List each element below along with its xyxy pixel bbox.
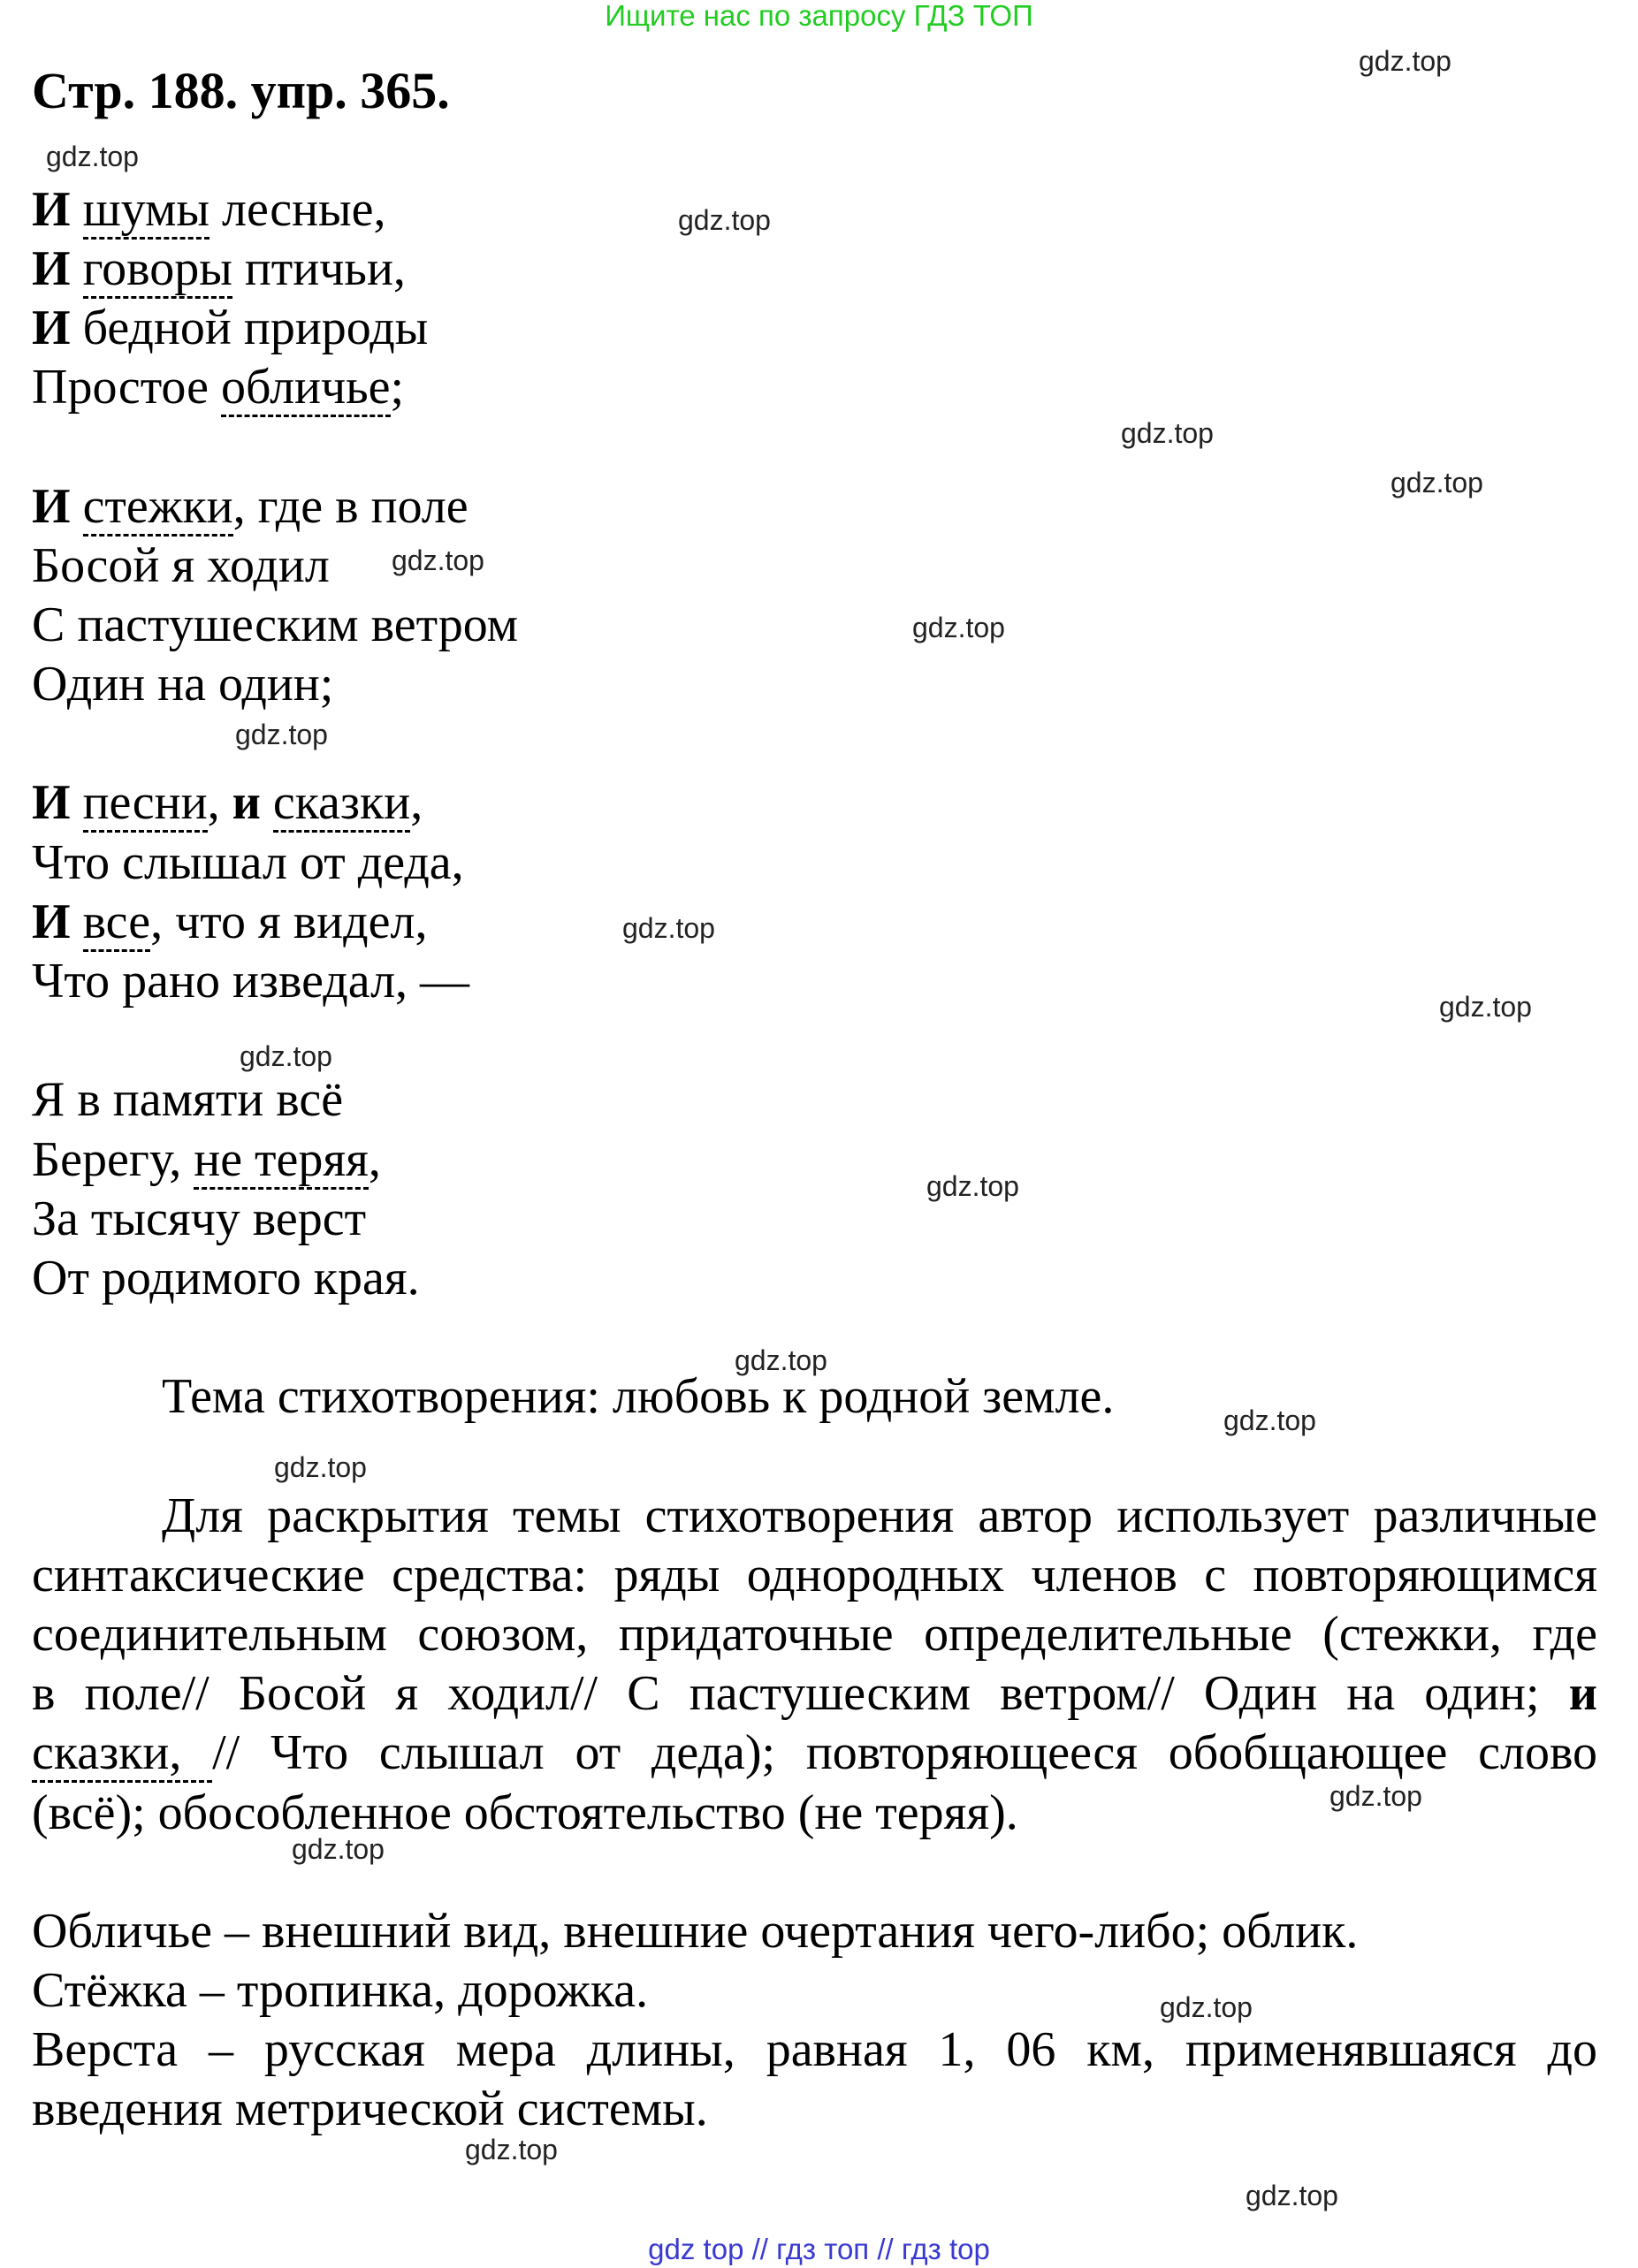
- page-title: Стр. 188. упр. 365.: [32, 62, 450, 119]
- text-segment: бедной природы: [70, 301, 429, 355]
- watermark: gdz.top: [392, 544, 484, 577]
- text-segment: [71, 775, 83, 830]
- text-segment: введения метрической системы.: [32, 2082, 708, 2136]
- bold-conjunction: И: [32, 894, 71, 949]
- poem-line: [32, 893, 427, 952]
- text-segment: соединительным союзом, придаточные определительные (стежки, где: [32, 1607, 1597, 1662]
- poem-line: [32, 833, 464, 893]
- paragraph-line: [32, 1664, 1597, 1724]
- text-segment: // Что слышал от деда); повторяющееся обобщающее слово: [212, 1725, 1598, 1780]
- footer-links[interactable]: gdz top // гдз топ // гдз top: [648, 2233, 990, 2265]
- definition-line: [32, 2080, 708, 2139]
- text-segment: Что слышал от деда,: [32, 835, 464, 890]
- poem-line: [32, 596, 518, 655]
- underlined-subject: сказки,: [32, 1725, 212, 1783]
- text-segment: Простое: [32, 360, 221, 415]
- text-segment: (всё); обособленное обстоятельство (не теряя).: [32, 1785, 1018, 1840]
- poem-line: [32, 358, 404, 417]
- bold-conjunction: И: [32, 775, 71, 830]
- text-segment: Верста – русская мера длины, равная 1, 06 км, применявшаяся до: [32, 2022, 1597, 2077]
- poem-line: [32, 537, 330, 596]
- poem-line: [32, 655, 333, 714]
- watermark: gdz.top: [926, 1170, 1019, 1202]
- poem-line: [32, 1130, 381, 1190]
- text-segment: ,: [410, 775, 423, 830]
- watermark: gdz.top: [1246, 2180, 1338, 2212]
- text-segment: Обличье – внешний вид, внешние очертания чего-либо; облик.: [32, 1904, 1359, 1959]
- paragraph-line: [32, 1546, 1597, 1605]
- text-segment: Босой я ходил: [32, 538, 330, 593]
- text-segment: [71, 182, 83, 237]
- poem-line: [32, 1190, 366, 1249]
- text-segment: , где в поле: [232, 479, 469, 534]
- paragraph-line: [162, 1487, 1597, 1546]
- text-segment: Что рано изведал, —: [32, 954, 470, 1008]
- poem-line: [32, 773, 423, 833]
- watermark: gdz.top: [1359, 44, 1451, 77]
- text-segment: С пастушеским ветром: [32, 597, 519, 652]
- underlined-subject: обличье: [221, 360, 391, 417]
- bold-conjunction: И: [32, 301, 71, 355]
- text-segment: От родимого края.: [32, 1251, 420, 1305]
- text-segment: ,: [368, 1132, 381, 1187]
- paragraph-line: [32, 1724, 1597, 1783]
- watermark: gdz.top: [1439, 990, 1532, 1023]
- underlined-subject: не теряя: [194, 1132, 369, 1190]
- watermark: gdz.top: [274, 1450, 367, 1483]
- bold-conjunction: И: [32, 241, 71, 296]
- watermark: gdz.top: [1390, 466, 1483, 499]
- text-segment: Для раскрытия темы стихотворения автор использует различные: [162, 1488, 1597, 1543]
- watermark: gdz.top: [678, 204, 771, 237]
- bold-conjunction: и: [1568, 1666, 1597, 1721]
- text-segment: За тысячу верст: [32, 1191, 367, 1246]
- watermark: gdz.top: [465, 2133, 558, 2165]
- text-segment: Стёжка – тропинка, дорожка.: [32, 1963, 649, 2018]
- poem-line: [32, 240, 406, 299]
- watermark: gdz.top: [735, 1343, 827, 1376]
- paragraph-line: [32, 1605, 1597, 1664]
- underlined-subject: сказки: [273, 775, 410, 833]
- bold-conjunction: И: [32, 479, 71, 534]
- theme-line: Тема стихотворения: любовь к родной земле.: [162, 1369, 1115, 1424]
- underlined-subject: говоры: [83, 241, 232, 299]
- underlined-subject: все: [83, 894, 151, 952]
- text-segment: птичьи,: [232, 241, 406, 296]
- underlined-subject: шумы: [83, 182, 210, 240]
- watermark: gdz.top: [240, 1039, 332, 1072]
- watermark: gdz.top: [1160, 1991, 1253, 2024]
- poem-line: [32, 952, 469, 1011]
- underlined-subject: стежки: [83, 479, 233, 537]
- text-segment: [71, 894, 83, 949]
- text-segment: Один на один;: [32, 657, 334, 712]
- poem-line: [32, 1070, 343, 1130]
- poem-line: [32, 477, 469, 537]
- bold-conjunction: И: [32, 182, 71, 237]
- watermark: gdz.top: [1329, 1779, 1422, 1812]
- text-segment: [261, 775, 273, 830]
- poem-line: [32, 299, 428, 358]
- text-segment: ;: [390, 360, 405, 415]
- poem-line: [32, 180, 386, 240]
- text-segment: , что я видел,: [150, 894, 428, 949]
- watermark: gdz.top: [622, 912, 715, 945]
- search-banner[interactable]: Ищите нас по запросу ГДЗ ТОП: [605, 0, 1033, 32]
- underlined-subject: песни: [83, 775, 208, 833]
- bold-conjunction: и: [232, 775, 261, 830]
- watermark: gdz.top: [292, 1833, 385, 1866]
- poem-line: [32, 1249, 420, 1308]
- text-segment: [71, 479, 83, 534]
- watermark: gdz.top: [46, 140, 139, 172]
- watermark: gdz.top: [1121, 416, 1214, 449]
- text-segment: синтаксические средства: ряды однородных членов с повторяющимся: [32, 1548, 1597, 1602]
- watermark: gdz.top: [1223, 1404, 1316, 1437]
- text-segment: в поле// Босой я ходил// С пастушеским ветром// Один на один;: [32, 1666, 1569, 1721]
- paragraph-line: [32, 1784, 1018, 1843]
- text-segment: ,: [207, 775, 232, 830]
- text-segment: [71, 241, 83, 296]
- text-segment: лесные,: [210, 182, 386, 237]
- text-segment: Берегу,: [32, 1132, 194, 1187]
- definition-line: [32, 1902, 1358, 1961]
- definition-line: [32, 1961, 648, 2021]
- watermark: gdz.top: [235, 718, 328, 750]
- text-segment: Я в памяти всё: [32, 1072, 344, 1127]
- definition-line: [32, 2021, 1597, 2080]
- watermark: gdz.top: [912, 611, 1005, 643]
